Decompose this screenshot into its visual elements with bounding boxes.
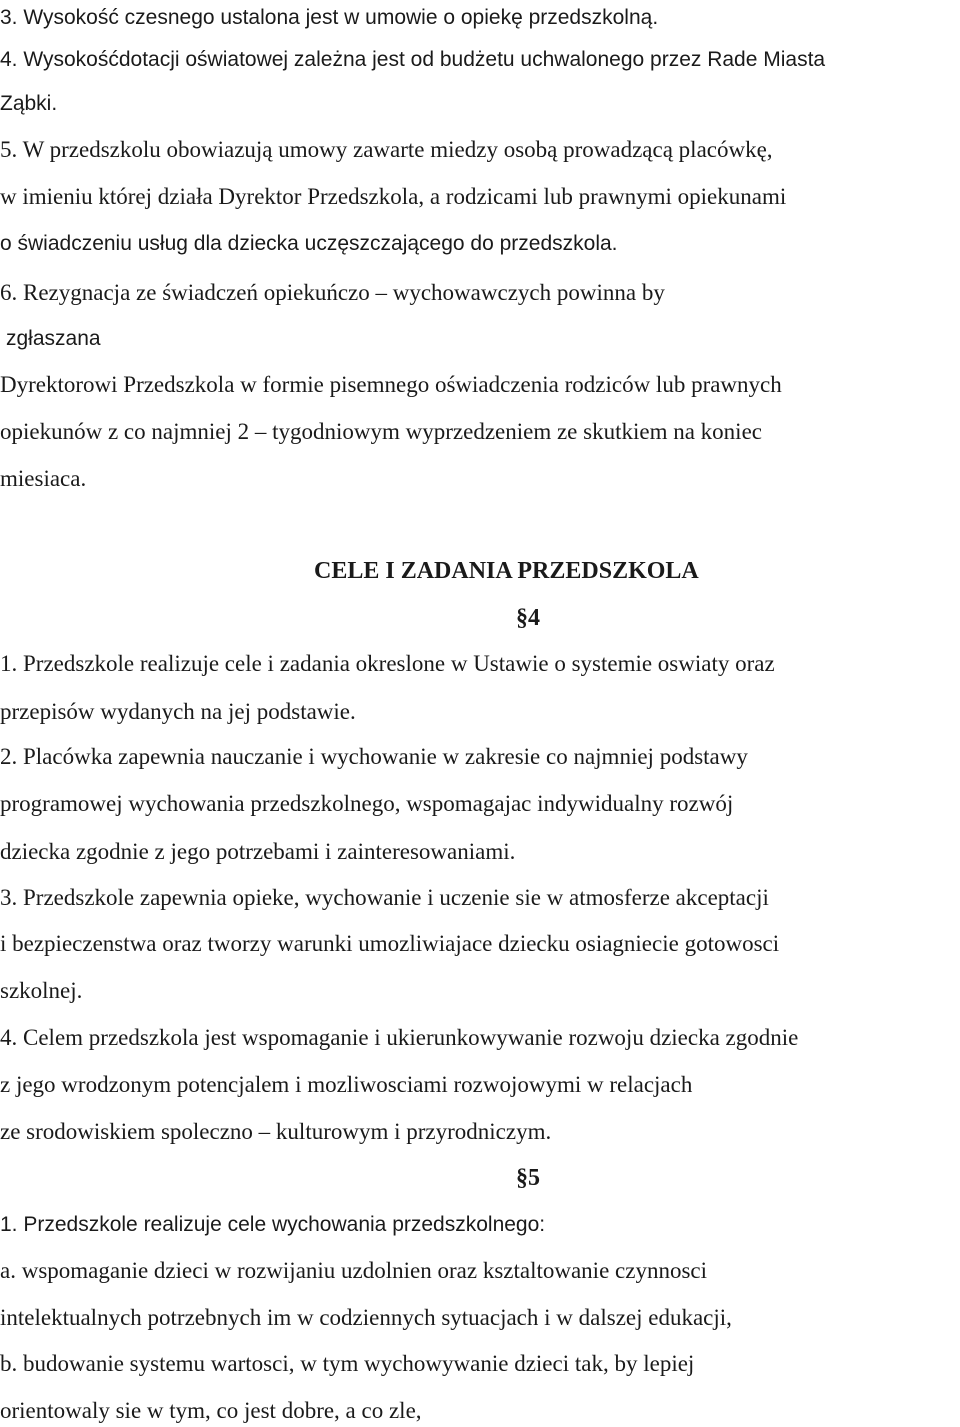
- text-line: 4. Celem przedszkola jest wspomaganie i ukierunkowywanie rozwoju dziecka zgodnie: [0, 1025, 799, 1050]
- text-line: 1. Przedszkole realizuje cele i zadania okreslone w Ustawie o systemie oswiaty oraz: [0, 651, 775, 676]
- text-line: intelektualnych potrzebnych im w codziennych sytuacjach i w dalszej edukacji,: [0, 1305, 732, 1330]
- text-line: ze srodowiskiem spoleczno – kulturowym i przyrodniczym.: [0, 1119, 552, 1144]
- text-line: b. budowanie systemu wartosci, w tym wychowywanie dzieci tak, by lepiej: [0, 1351, 695, 1376]
- text-line: opiekunów z co najmniej 2 – tygodniowym wyprzedzeniem ze skutkiem na koniec: [0, 419, 762, 444]
- text-line: 5. W przedszkolu obowiazują umowy zawarte miedzy osobą prowadzącą placówkę,: [0, 137, 773, 162]
- paragraph-number: 5: [528, 1165, 540, 1191]
- section-sign: §: [516, 605, 528, 631]
- text-line: przepisów wydanych na jej podstawie.: [0, 699, 356, 724]
- paragraph-mark-5: [516, 1164, 540, 1192]
- text-line: programowej wychowania przedszkolnego, wspomagajac indywidualny rozwój: [0, 791, 734, 816]
- text-line: orientowaly sie w tym, co jest dobre, a co zle,: [0, 1398, 422, 1423]
- text-line: 6. Rezygnacja ze świadczeń opiekuńczo – wychowawczych powinna by: [0, 280, 665, 305]
- text-line: Dyrektorowi Przedszkola w formie pisemnego oświadczenia rodziców lub prawnych: [0, 372, 782, 397]
- text-line: 1. Przedszkole realizuje cele wychowania przedszkolnego:: [0, 1213, 546, 1236]
- text-line: i bezpieczenstwa oraz tworzy warunki umozliwiajace dziecku osiagniecie gotowosci: [0, 931, 780, 956]
- text-line: dziecka zgodnie z jego potrzebami i zainteresowaniami.: [0, 839, 516, 864]
- text-line: z jego wrodzonym potencjalem i mozliwosciami rozwojowymi w relacjach: [0, 1072, 693, 1097]
- text-line: szkolnej.: [0, 978, 83, 1003]
- text-line: zgłaszana: [6, 327, 101, 350]
- text-line: 3. Przedszkole zapewnia opieke, wychowanie i uczenie sie w atmosferze akceptacji: [0, 885, 769, 910]
- text-line: a. wspomaganie dzieci w rozwijaniu uzdolnien oraz ksztaltowanie czynnosci: [0, 1258, 707, 1283]
- section-sign: §: [516, 1165, 528, 1191]
- text-line: Ząbki.: [0, 92, 58, 115]
- text-line: o świadczeniu usług dla dziecka uczęszczającego do przedszkola.: [0, 232, 618, 255]
- text-line: 3. Wysokość czesnego ustalona jest w umowie o opiekę przedszkolną.: [0, 6, 659, 29]
- text-line: miesiaca.: [0, 466, 87, 491]
- text-line: 2. Placówka zapewnia nauczanie i wychowanie w zakresie co najmniej podstawy: [0, 744, 748, 769]
- paragraph-number: 4: [528, 605, 540, 631]
- section-heading: CELE I ZADANIA PRZEDSZKOLA: [314, 558, 699, 584]
- text-line: w imieniu której działa Dyrektor Przedszkola, a rodzicami lub prawnymi opiekunami: [0, 184, 787, 209]
- paragraph-mark-4: [516, 604, 540, 632]
- text-line: 4. Wysokośćdotacji oświatowej zależna jest od budżetu uchwalonego przez Rade Miasta: [0, 48, 826, 71]
